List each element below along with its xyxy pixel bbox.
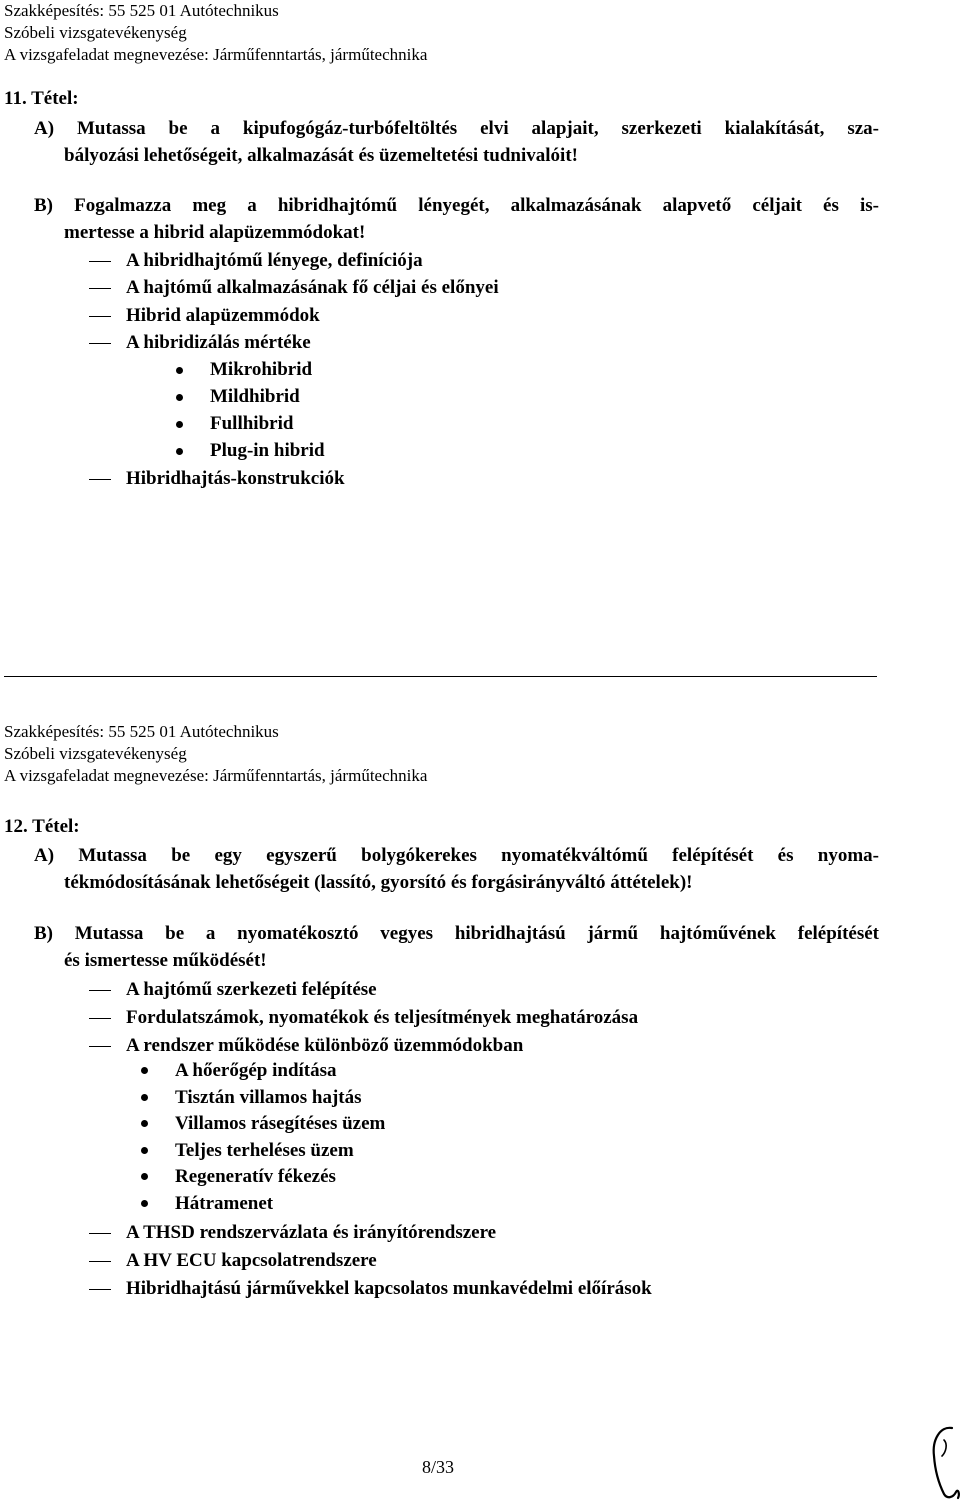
list-item: A hibridizálás mértéke bbox=[126, 332, 311, 353]
bullet-marker bbox=[141, 1067, 148, 1074]
bullet-marker bbox=[141, 1200, 148, 1207]
dash-marker bbox=[89, 479, 111, 480]
list-item: Hibrid alapüzemmódok bbox=[126, 305, 320, 326]
dash-marker bbox=[89, 343, 111, 344]
list-item: Hibridhajtású járművekkel kapcsolatos munkavédelmi előírások bbox=[126, 1278, 652, 1299]
page-separator bbox=[4, 676, 877, 677]
list-subitem: Fullhibrid bbox=[210, 413, 294, 434]
list-subitem: Teljes terheléses üzem bbox=[175, 1140, 354, 1161]
bullet-marker bbox=[141, 1120, 148, 1127]
tetel-11-task-a-line1: A) Mutassa be a kipufogógáz-turbófeltöltés elvi alapjait, szerkezeti kialakítását, sza- bbox=[34, 118, 879, 139]
list-subitem: Plug-in hibrid bbox=[210, 440, 325, 461]
tetel-12-task-a bbox=[34, 842, 879, 896]
tetel-12-task-a-line2: tékmódosításának lehetőségeit (lassító, gyorsító és forgásirányváltó áttételek)! bbox=[64, 872, 693, 893]
signature-mark bbox=[922, 1422, 960, 1502]
list-subitem: Mikrohibrid bbox=[210, 359, 313, 380]
tetel-11-task-a-line2: bályozási lehetőségeit, alkalmazását és üzemeltetési tudnivalóit! bbox=[64, 145, 578, 166]
header-line-exam-type: Szóbeli vizsgatevékenység bbox=[4, 23, 187, 42]
list-subitem: Villamos rásegítéses üzem bbox=[175, 1113, 386, 1134]
tetel-12-task-b-line2: és ismertesse működését! bbox=[64, 950, 267, 971]
tetel-11-title: 11. Tétel: bbox=[4, 88, 79, 109]
dash-marker bbox=[89, 1046, 111, 1047]
list-subitem: Tisztán villamos hajtás bbox=[175, 1087, 362, 1108]
list-subitem: A hőerőgép indítása bbox=[175, 1060, 337, 1081]
dash-marker bbox=[89, 316, 111, 317]
dash-marker bbox=[89, 261, 111, 262]
bullet-marker bbox=[176, 448, 183, 455]
bullet-marker bbox=[141, 1147, 148, 1154]
list-item: Hibridhajtás-konstrukciók bbox=[126, 468, 345, 489]
list-item: A hajtómű alkalmazásának fő céljai és előnyei bbox=[126, 277, 499, 298]
list-subitem: Mildhibrid bbox=[210, 386, 300, 407]
header-line-qualification: Szakképesítés: 55 525 01 Autótechnikus bbox=[4, 722, 279, 741]
bullet-marker bbox=[141, 1094, 148, 1101]
list-item: Fordulatszámok, nyomatékok és teljesítmények meghatározása bbox=[126, 1007, 639, 1028]
tetel-12-task-b bbox=[34, 920, 879, 974]
list-item: A HV ECU kapcsolatrendszere bbox=[126, 1250, 377, 1271]
dash-marker bbox=[89, 990, 111, 991]
tetel-11-task-a bbox=[34, 115, 879, 169]
tetel-11-task-b bbox=[34, 192, 879, 246]
header-line-exam-type: Szóbeli vizsgatevékenység bbox=[4, 744, 187, 763]
page-header bbox=[4, 721, 427, 787]
list-item: A hajtómű szerkezeti felépítése bbox=[126, 979, 377, 1000]
header-line-task-name: A vizsgafeladat megnevezése: Járműfenntartás, járműtechnika bbox=[4, 45, 428, 64]
tetel-12-title: 12. Tétel: bbox=[4, 816, 80, 837]
dash-marker bbox=[89, 288, 111, 289]
tetel-12-task-a-line1: A) Mutassa be egy egyszerű bolygókerekes nyomatékváltómű felépítését és nyoma- bbox=[34, 845, 879, 866]
dash-marker bbox=[89, 1018, 111, 1019]
list-item: A THSD rendszervázlata és irányítórendszere bbox=[126, 1222, 497, 1243]
tetel-12-task-b-line1: B) Mutassa be a nyomatékosztó vegyes hibridhajtású jármű hajtóművének felépítését bbox=[34, 923, 879, 944]
page-number: 8/33 bbox=[421, 1457, 454, 1477]
list-subitem: Regeneratív fékezés bbox=[175, 1166, 336, 1187]
dash-marker bbox=[89, 1289, 111, 1290]
tetel-11-task-b-line2: mertesse a hibrid alapüzemmódokat! bbox=[64, 222, 366, 243]
header-line-qualification: Szakképesítés: 55 525 01 Autótechnikus bbox=[4, 1, 279, 20]
tetel-11-task-b-line1: B) Fogalmazza meg a hibridhajtómű lényegét, alkalmazásának alapvető céljait és is- bbox=[34, 195, 879, 216]
list-item: A hibridhajtómű lényege, definíciója bbox=[126, 250, 423, 271]
bullet-marker bbox=[176, 367, 183, 374]
bullet-marker bbox=[141, 1173, 148, 1180]
list-subitem: Hátramenet bbox=[175, 1193, 274, 1214]
bullet-marker bbox=[176, 421, 183, 428]
bullet-marker bbox=[176, 394, 183, 401]
dash-marker bbox=[89, 1261, 111, 1262]
page-header bbox=[4, 0, 427, 66]
dash-marker bbox=[89, 1233, 111, 1234]
header-line-task-name: A vizsgafeladat megnevezése: Járműfenntartás, járműtechnika bbox=[4, 766, 428, 785]
list-item: A rendszer működése különböző üzemmódokban bbox=[126, 1035, 524, 1056]
